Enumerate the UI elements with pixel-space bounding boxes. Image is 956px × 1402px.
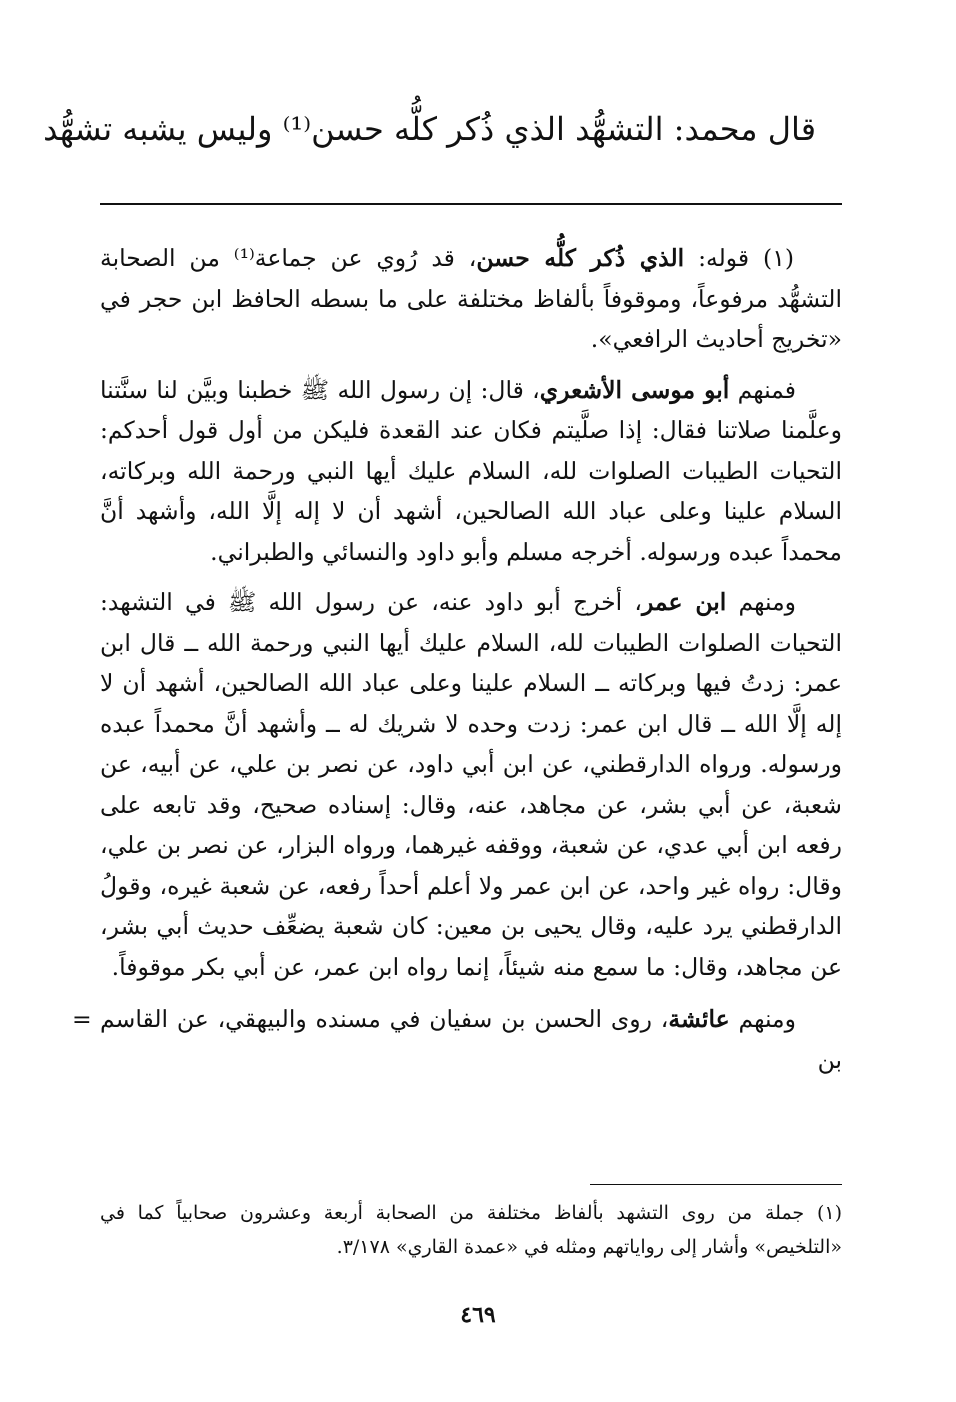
- commentary-paragraph-4: ومنهم عائشة، روى الحسن بن سفيان في مسنده والبيهقي، عن القاسم بن =: [100, 999, 842, 1080]
- commentary-paragraph-3: ومنهم ابن عمر، أخرج أبو داود عنه، عن رسول الله ﷺ في التشهد: التحيات الصلوات الطيبات لله، السلام عليك أيها النبي ورحمة الله ــ قال ابن عمر: زدتُ فيها وبركاته ــ السلام علينا وعلى عباد الله الصالحين، أشهد أن لا إله إلَّا الله ــ قال ابن عمر: زدت وحده لا شريك له ــ وأشهد أنَّ محمداً عبده ورسوله. ورواه الدارقطني، عن ابن أبي داود، عن نصر بن علي، عن أبيه، عن شعبة، عن أبي بشر، عن مجاهد، عنه، وقال: إسناده صحيح، وقد تابعه على رفعه ابن أبي عدي، عن شعبة، ووقفه غيرهما، ورواه البزار، عن نصر بن علي، وقال: رواه غير واحد، عن ابن عمر ولا أعلم أحداً رفعه، عن شعبة غيره، وقولُ الدارقطني يرد عليه، وقال يحيى بن معين: كان شعبة يضعِّف حديث أبي بشر، عن مجاهد، وقال: ما سمع منه شيئاً، إنما رواه ابن عمر، عن أبي بكر موقوفاً.: [100, 588, 842, 981]
- footnote: [100, 1196, 842, 1264]
- footnote-text: جملة من روى التشهد بألفاظ مختلفة من الصحابة أربعة وعشرون صحابياً كما في «التلخيص» وأشار إلى رواياتهم ومثله في «عمدة القاري» ٣/١٧٨.: [100, 1202, 842, 1258]
- footnote-number: (١): [816, 1202, 842, 1224]
- main-text-line: قال محمد: التشهُّد الذي ذُكر كلُّه حسن⁽¹⁾ وليس يشبه تشهُّد: [43, 110, 816, 148]
- note-number: (١): [763, 244, 794, 272]
- continuation-mark: =: [72, 1005, 92, 1033]
- commentary-block: [72, 238, 842, 1080]
- narrator-name: أبو موسى الأشعري: [539, 375, 730, 404]
- narrator-name: ابن عمر: [641, 588, 727, 616]
- footnote-divider: [590, 1184, 842, 1185]
- quoted-phrase: الذي ذُكر كلُّه حسن: [476, 244, 685, 272]
- commentary-paragraph-1: (١) قوله: الذي ذُكر كلُّه حسن، قد رُوي عن جماعة⁽¹⁾ من الصحابة التشهُّد مرفوعاً، وموقوفاً بألفاظ مختلفة على ما بسطه الحافظ ابن حجر في «تخريج أحاديث الرافعي».: [100, 244, 842, 353]
- page-number: ٤٦٩: [460, 1302, 496, 1328]
- header-divider: [100, 203, 842, 205]
- narrator-name: عائشة: [668, 1005, 730, 1033]
- commentary-paragraph-2: فمنهم أبو موسى الأشعري، قال: إن رسول الله ﷺ خطبنا وبيَّن لنا سنَّتنا وعلَّمنا صلاتنا فقال: إذا صلَّيتم فكان عند القعدة فليكن من أول قول أحدكم: التحيات الطيبات الصلوات لله، السلام عليك أيها النبي ورحمة الله وبركاته، السلام علينا وعلى عباد الله الصالحين، أشهد أن لا إله إلَّا الله، وأشهد أنَّ محمداً عبده ورسوله. أخرجه مسلم وأبو داود والنسائي والطبراني.: [100, 375, 842, 566]
